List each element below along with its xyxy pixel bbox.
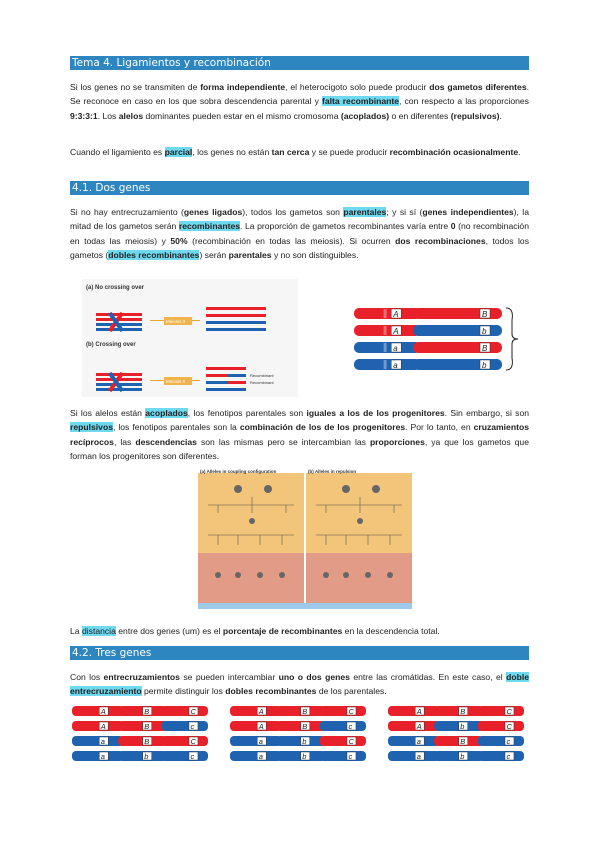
text-segment: genes independientes [422,207,514,217]
chromosome-group [388,706,524,761]
text-segment: dobles recombinantes [225,686,317,697]
text-segment: o en diferentes [389,110,451,121]
chromosome-group [230,706,366,761]
text-segment: permite distinguir los [141,686,226,697]
allele-label: a [393,361,398,370]
text-segment: 50% [170,235,188,246]
allele-label: c [506,737,511,746]
allele-label: C [190,707,196,716]
text-segment: . Por lo tanto, en [405,422,474,433]
text-segment: . La proporción de gametos recombinantes varía entre [240,221,451,232]
text-segment: entrecruzamientos [103,672,180,682]
text-segment: proporciones [369,436,425,447]
allele-label: B [144,722,150,731]
text-segment: son las mismas pero se intercambian las [196,436,370,447]
chromosome [354,325,502,336]
text-segment: parentales [343,207,387,217]
text-segment: forma independiente [200,82,286,92]
text-segment: , las [113,436,136,447]
text-segment: . [499,110,502,121]
chromosome [388,721,524,731]
chromosome [388,736,524,746]
section-heading-three-genes: 4.2. Tres genes [70,646,529,660]
page-title: Tema 4. Ligamientos y recombinación [70,56,529,70]
chromosome [72,736,208,746]
text-segment: entre dos genes (um) es el [115,626,223,636]
text-segment: (no recombinación en todas las meiosis) y [70,221,529,246]
text-segment: dos recombinaciones [395,235,486,246]
text-segment: , ya que los gametos que forman los progenitores son diferentes. [70,436,529,462]
text-segment: alelos [118,110,144,121]
allele-label: B [144,707,150,716]
chromosome [72,751,208,761]
text-segment: repulsivos [70,422,113,433]
allele-label: B [482,344,488,353]
allele-label: a [258,737,263,746]
fig2-label-b: (b) Alleles in repulsion [308,469,357,474]
text-segment: y no son distinguibles. [271,250,359,261]
svg-text:Recombinant: Recombinant [250,380,274,385]
allele-label: B [460,737,466,746]
svg-text:Meiosis II: Meiosis II [166,379,186,384]
chromosome [230,706,366,716]
text-segment: falta recombinante [321,96,400,107]
text-segment: ), la mitad de los gametos serán [70,207,529,232]
allele-label: A [416,722,422,731]
text-segment: La [70,626,82,636]
text-segment: . Sin embargo, si son [444,408,530,418]
allele-label: A [393,327,399,336]
chromosome [388,706,524,716]
chromosome [72,706,208,716]
allele-label: b [460,722,465,731]
allele-label: c [348,722,353,731]
allele-label: b [302,752,307,761]
allele-label: c [190,752,195,761]
crossing-over-figure [82,279,298,397]
text-segment: 0 [450,221,456,232]
allele-label: B [302,707,308,716]
text-segment: Si no hay entrecruzamiento ( [70,207,184,217]
text-segment: , todos los gametos ( [70,235,530,261]
allele-label: b [482,327,487,336]
text-segment: . Se reconoce en caso en los que sobra descendencia parental y [70,82,529,107]
text-segment: de los parentales. [316,686,387,697]
text-segment: ) serán [199,250,229,261]
text-segment: parentales [228,250,272,261]
fig2-label-a: (a) Alleles in coupling configuration [200,469,277,474]
allele-label: C [506,707,512,716]
allele-label: c [190,722,195,731]
allele-label: a [100,752,105,761]
allele-label: a [258,752,263,761]
text-segment: 9:3:3:1 [70,110,98,121]
allele-label: b [460,752,465,761]
allele-label: A [258,707,264,716]
text-segment: . [518,147,521,157]
chromosome [354,359,502,370]
text-segment: Si los genes no se transmiten de [70,82,201,92]
fig-label-b: (b) Crossing over [86,342,136,348]
allele-label: B [302,722,308,731]
text-segment: porcentaje de recombinantes [222,626,343,636]
text-segment: acoplados [145,408,188,418]
allele-label: B [482,310,488,319]
text-segment: (acoplados) [340,110,390,121]
text-segment: Cuando el ligamiento es [70,147,165,157]
text-segment: , con respecto a las proporciones [399,96,529,107]
text-segment: y se puede producir [309,147,390,157]
text-segment: recombinantes [178,221,241,232]
text-segment: se pueden intercambiar [179,672,279,682]
intro-paragraph-1 [70,80,529,123]
text-segment: cruzamientos recíprocos [70,422,529,447]
allele-label: C [506,722,512,731]
allele-label: C [348,737,354,746]
three-genes-paragraph-1 [70,670,529,699]
text-segment: iguales a los de los progenitores [306,408,445,418]
text-segment: genes ligados [183,207,243,217]
text-segment: uno o dos genes [278,672,350,682]
text-segment: dobles recombinantes [108,250,200,261]
text-segment: ; y si sí ( [386,207,423,217]
allele-label: b [482,361,487,370]
text-segment: entre las cromátidas. En este caso, el [349,672,507,682]
text-segment: dos gametos diferentes [429,82,527,92]
intro-paragraph-2 [70,145,529,159]
text-segment: en la descendencia total. [342,626,440,636]
allele-label: A [393,310,399,319]
text-segment: ), todos los gametos son [242,207,344,217]
chromosome [388,751,524,761]
chromosome [72,721,208,731]
allele-label: a [393,344,398,353]
crossover-pair [96,372,142,392]
chromosome [230,751,366,761]
text-segment: parcial [164,147,193,157]
allele-label: b [144,752,149,761]
text-segment: (repulsivos) [450,110,500,121]
text-segment: descendencias [135,436,197,447]
text-segment: . Los [97,110,119,121]
chromosome [230,721,366,731]
text-segment: Con los [70,672,104,682]
allele-label: c [506,752,511,761]
allele-label: C [190,737,196,746]
text-segment: distancia [81,626,116,636]
chromosome [354,308,502,319]
text-segment: dominantes pueden estar en el mismo cromosoma [143,110,341,121]
allele-label: b [302,737,307,746]
two-genes-paragraph-1 [70,205,529,263]
text-segment: , los fenotipos parentales son la [113,422,240,433]
text-segment: doble entrecruzamiento [70,672,529,697]
allele-label: A [100,722,106,731]
allele-label: C [348,707,354,716]
chromosome [354,342,502,353]
text-segment: , los fenotipos parentales son [187,408,307,418]
text-segment: , el heterocigoto solo puede producir [285,82,430,92]
svg-text:Recombinant: Recombinant [250,373,274,378]
allele-label: A [100,707,106,716]
allele-label: a [100,737,105,746]
allele-label: a [416,752,421,761]
two-genes-paragraph-3 [70,624,529,638]
allele-label: A [416,707,422,716]
chromosome-group [72,706,208,761]
allele-label: a [416,737,421,746]
text-segment: recombinación ocasionalmente [389,147,519,157]
allele-label: A [258,722,264,731]
no-crossover-pair [96,312,142,332]
fig-label-a: (a) No crossing over [86,285,145,291]
allele-label: B [144,737,150,746]
text-segment: Si los alelos están [70,408,146,418]
text-segment: , los genes no están [192,147,272,157]
two-gene-chromosomes-figure [352,304,522,376]
allele-label: c [348,752,353,761]
allele-label: B [460,707,466,716]
two-genes-paragraph-2 [70,406,529,464]
text-segment: tan cerca [271,147,310,157]
section-heading-two-genes: 4.1. Dos genes [70,181,529,195]
text-segment: (recombinación en todas las meiosis). Si ocurren [187,235,396,246]
coupling-repulsion-figure [198,469,412,611]
svg-text:Meiosis II: Meiosis II [166,319,186,324]
chromosome [230,736,366,746]
text-segment: combinación de los de los progenitores [239,422,406,433]
three-gene-chromosomes-figure [72,704,542,768]
